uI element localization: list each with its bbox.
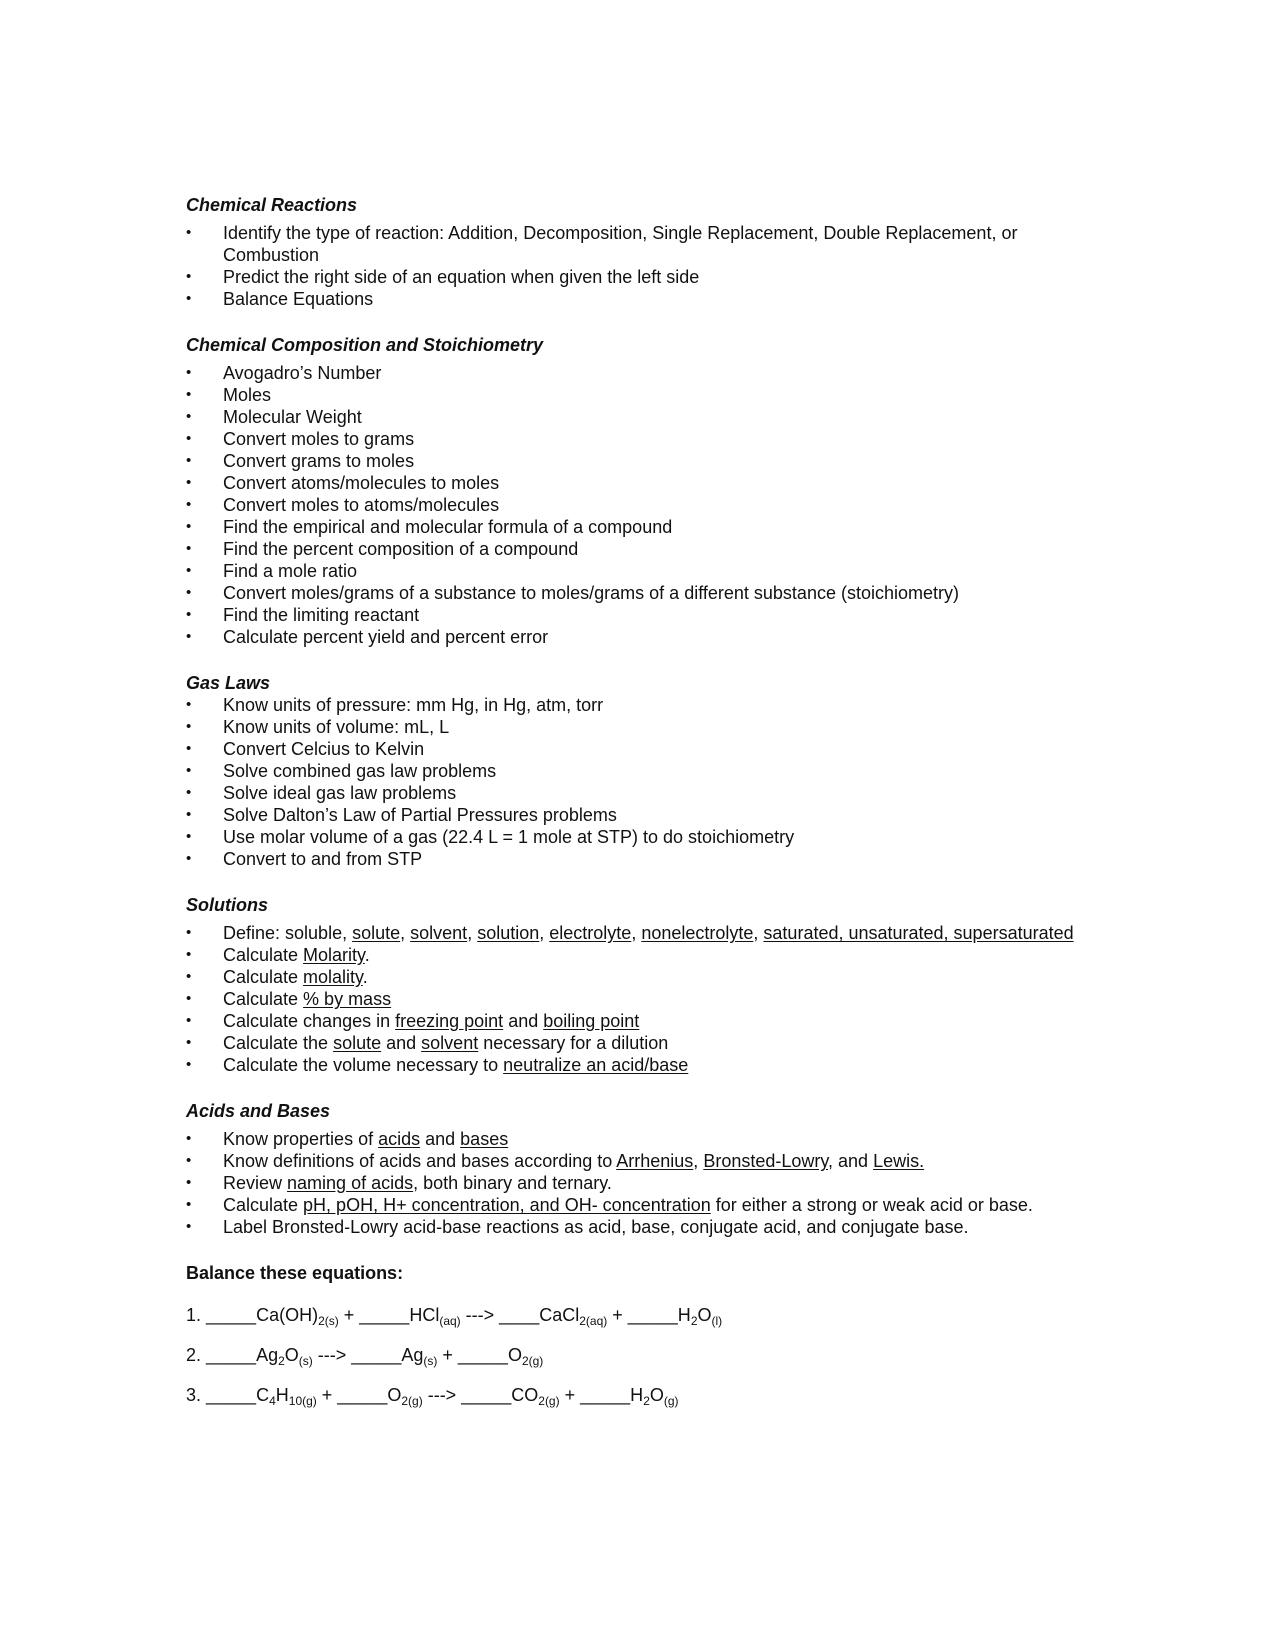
subscript: (l) bbox=[711, 1314, 723, 1328]
subscript: (aq) bbox=[439, 1314, 461, 1328]
underlined-term: solvent bbox=[421, 1033, 479, 1053]
section-title: Chemical Reactions bbox=[186, 195, 358, 215]
list-item: • Calculate Molarity. bbox=[186, 944, 1086, 966]
list-item: • Moles bbox=[186, 384, 1086, 406]
list-item: • Calculate the solute and solvent necessary for a dilution bbox=[186, 1032, 1086, 1054]
subscript: 2(g) bbox=[521, 1354, 544, 1368]
subscript: (s) bbox=[298, 1354, 313, 1368]
underlined-term: neutralize an acid/base bbox=[503, 1055, 689, 1075]
underlined-term: naming of acids bbox=[287, 1173, 414, 1193]
list-item: • Calculate the volume necessary to neutralize an acid/base bbox=[186, 1054, 1086, 1076]
section-title: Balance these equations: bbox=[186, 1263, 404, 1283]
underlined-term: Bronsted-Lowry bbox=[703, 1151, 829, 1171]
section-chemical-reactions bbox=[186, 194, 1086, 310]
list-item: • Know units of pressure: mm Hg, in Hg, atm, torr bbox=[186, 694, 1086, 716]
subscript: (s) bbox=[423, 1354, 438, 1368]
subscript: (g) bbox=[663, 1394, 679, 1408]
topic-list bbox=[186, 1128, 1086, 1238]
topic-list bbox=[186, 222, 1086, 310]
subscript: 2 bbox=[690, 1314, 698, 1328]
underlined-term: Molarity bbox=[303, 945, 365, 965]
topic-list bbox=[186, 922, 1086, 1076]
list-item: • Solve Dalton’s Law of Partial Pressures problems bbox=[186, 804, 1086, 826]
subscript: 2(aq) bbox=[579, 1314, 608, 1328]
list-item: • Balance Equations bbox=[186, 288, 1086, 310]
list-item: • Convert atoms/molecules to moles bbox=[186, 472, 1086, 494]
list-item: • Convert to and from STP bbox=[186, 848, 1086, 870]
underlined-term: freezing point bbox=[395, 1011, 504, 1031]
underlined-term: bases bbox=[460, 1129, 509, 1149]
equation: 3. $\_\_\_\_\_C_4H_{10(g)}$ + $\_\_\_\_\_O_{2(g)}$ ---> $\_\_\_\_\_CO_{2(g)}$ + $\_\_\_\_\_H_2O_{(g)}$ bbox=[186, 1385, 679, 1408]
list-item: • Predict the right side of an equation when given the left side bbox=[186, 266, 1086, 288]
list-item: • Find the percent composition of a compound bbox=[186, 538, 1086, 560]
subscript: 2(g) bbox=[538, 1394, 560, 1408]
subscript: 10(g) bbox=[288, 1394, 317, 1408]
subscript: 2 bbox=[643, 1394, 650, 1408]
list-item: • Solve ideal gas law problems bbox=[186, 782, 1086, 804]
underlined-term: pH, pOH, H+ concentration, and OH- concentration bbox=[303, 1195, 711, 1215]
section-balance-equations bbox=[186, 1262, 1086, 1406]
list-item: • Use molar volume of a gas (22.4 L = 1 mole at STP) to do stoichiometry bbox=[186, 826, 1086, 848]
list-item: • Review naming of acids, both binary and ternary. bbox=[186, 1172, 1086, 1194]
equation: 1. $\_\_\_\_\_Ca(OH)_{2(s)}$ + _____HCl$_{(aq)}$ ---> ____CaCl$_{2(aq)}$ + $\_\_\_\_\_H_2O_{(l)}$ bbox=[186, 1305, 723, 1328]
underlined-term: solute bbox=[333, 1033, 382, 1053]
section-title: Acids and Bases bbox=[186, 1101, 331, 1121]
list-item: • Calculate molality. bbox=[186, 966, 1086, 988]
list-item: • Know definitions of acids and bases according to Arrhenius, Bronsted-Lowry, and Lewis. bbox=[186, 1150, 1086, 1172]
list-item: • Know properties of acids and bases bbox=[186, 1128, 1086, 1150]
section-title: Chemical Composition and Stoichiometry bbox=[186, 335, 544, 355]
list-item: • Convert grams to moles bbox=[186, 450, 1086, 472]
underlined-term: solution bbox=[477, 923, 540, 943]
section-title: Solutions bbox=[186, 895, 268, 915]
list-item: • Label Bronsted-Lowry acid-base reactions as acid, base, conjugate acid, and conjugate base. bbox=[186, 1216, 1086, 1238]
topic-list bbox=[186, 694, 1086, 870]
list-item: • Convert moles/grams of a substance to moles/grams of a different substance (stoichiometry) bbox=[186, 582, 1086, 604]
underlined-term: boiling point bbox=[543, 1011, 640, 1031]
section-solutions bbox=[186, 894, 1086, 1076]
section-acids-bases bbox=[186, 1100, 1086, 1238]
underlined-term: % by mass bbox=[303, 989, 392, 1009]
section-stoichiometry bbox=[186, 334, 1086, 648]
list-item: • Identify the type of reaction: Addition, Decomposition, Single Replacement, Double Replacement, or Combustion bbox=[186, 222, 1086, 266]
underlined-term: electrolyte bbox=[549, 923, 632, 943]
underlined-term: acids bbox=[378, 1129, 421, 1149]
subscript: 2 bbox=[278, 1354, 285, 1368]
list-item: • Convert moles to grams bbox=[186, 428, 1086, 450]
underlined-term: saturated, unsaturated, supersaturated bbox=[763, 923, 1074, 943]
equation-list bbox=[186, 1304, 1086, 1406]
subscript: 2(g) bbox=[401, 1394, 423, 1408]
underlined-term: nonelectrolyte bbox=[641, 923, 754, 943]
subscript: 2(s) bbox=[318, 1314, 339, 1328]
list-item: • Calculate percent yield and percent error bbox=[186, 626, 1086, 648]
list-item: • Solve combined gas law problems bbox=[186, 760, 1086, 782]
list-item: • Calculate % by mass bbox=[186, 988, 1086, 1010]
topic-list bbox=[186, 362, 1086, 648]
list-item: • Find the limiting reactant bbox=[186, 604, 1086, 626]
underlined-term: solute bbox=[352, 923, 401, 943]
list-item: • Molecular Weight bbox=[186, 406, 1086, 428]
underlined-term: solvent bbox=[410, 923, 468, 943]
subscript: 4 bbox=[269, 1394, 276, 1408]
list-item: • Find the empirical and molecular formula of a compound bbox=[186, 516, 1086, 538]
underlined-term: molality bbox=[303, 967, 363, 987]
list-item: • Convert moles to atoms/molecules bbox=[186, 494, 1086, 516]
list-item: • Know units of volume: mL, L bbox=[186, 716, 1086, 738]
section-title: Gas Laws bbox=[186, 673, 271, 693]
equation: 2. $\_\_\_\_\_Ag_2O_{(s)}$ ---> $\_\_\_\_\_Ag_{(s)}$ + $\_\_\_\_\_O_{2(g)}$ bbox=[186, 1345, 544, 1368]
underlined-term: Arrhenius bbox=[616, 1151, 694, 1171]
list-item: • Avogadro’s Number bbox=[186, 362, 1086, 384]
list-item: • Calculate changes in freezing point and boiling point bbox=[186, 1010, 1086, 1032]
section-gas-laws bbox=[186, 672, 1086, 870]
worksheet bbox=[186, 194, 1086, 1430]
list-item: • Convert Celcius to Kelvin bbox=[186, 738, 1086, 760]
underlined-term: Lewis. bbox=[873, 1151, 925, 1171]
list-item: • Define: soluble, solute, solvent, solution, electrolyte, nonelectrolyte, saturated, unsaturated, supersaturated bbox=[186, 922, 1086, 944]
list-item: • Find a mole ratio bbox=[186, 560, 1086, 582]
list-item: • Calculate pH, pOH, H+ concentration, and OH- concentration for either a strong or weak acid or base. bbox=[186, 1194, 1086, 1216]
